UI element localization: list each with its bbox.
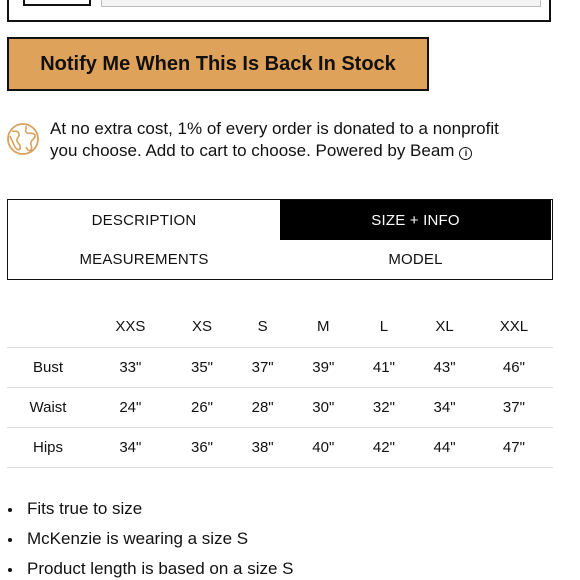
table-cell: 34" xyxy=(119,438,142,456)
info-icon[interactable]: i xyxy=(459,147,472,160)
quantity-field[interactable] xyxy=(23,0,91,6)
table-cell: 43" xyxy=(433,358,456,376)
table-cell: 34" xyxy=(433,398,456,416)
size-header-cell: XL xyxy=(435,317,454,335)
beam-line-2 xyxy=(50,140,550,162)
row-label: Waist xyxy=(29,398,67,416)
table-cell: 30" xyxy=(312,398,335,416)
size-header-corner xyxy=(7,306,89,347)
table-cell: 24" xyxy=(119,398,142,416)
product-tabs xyxy=(7,199,553,280)
table-cell: 46" xyxy=(502,358,525,376)
product-form-strip xyxy=(7,0,551,22)
beam-line-2-text: you choose. Add to cart to choose. Powered by Beam xyxy=(50,141,455,160)
size-header-cell: S xyxy=(257,317,268,335)
table-cell: 42" xyxy=(372,438,395,456)
tab-measurements[interactable]: MEASUREMENTS xyxy=(8,240,280,278)
globe-icon xyxy=(6,122,40,156)
table-row xyxy=(7,347,553,387)
size-header-cell: M xyxy=(317,317,330,335)
tab-description[interactable]: DESCRIPTION xyxy=(8,200,280,240)
table-cell: 37" xyxy=(502,398,525,416)
beam-donation-message xyxy=(50,118,550,162)
size-header-cell: L xyxy=(379,317,389,335)
table-row xyxy=(7,427,553,467)
table-cell: 44" xyxy=(433,438,456,456)
table-cell: 41" xyxy=(372,358,395,376)
row-label: Bust xyxy=(32,358,63,376)
size-header-cell: XXS xyxy=(115,317,146,335)
size-header-row xyxy=(7,306,553,347)
fit-info-list xyxy=(0,494,294,580)
table-cell: 39" xyxy=(312,358,335,376)
table-cell: 40" xyxy=(312,438,335,456)
row-label: Hips xyxy=(32,438,63,456)
table-cell: 47" xyxy=(502,438,525,456)
notify-back-in-stock-button[interactable]: Notify Me When This Is Back In Stock xyxy=(7,37,429,91)
list-item: Fits true to size xyxy=(0,494,294,524)
size-chart-table xyxy=(7,306,553,468)
table-cell: 28" xyxy=(251,398,274,416)
list-item: Product length is based on a size S xyxy=(0,554,294,580)
tab-model[interactable]: MODEL xyxy=(280,240,551,278)
table-cell: 32" xyxy=(372,398,395,416)
size-header-cell: XS xyxy=(191,317,212,335)
variant-select[interactable] xyxy=(101,0,541,7)
table-cell: 35" xyxy=(190,358,213,376)
table-row xyxy=(7,387,553,427)
table-cell: 33" xyxy=(119,358,142,376)
tab-size-info[interactable]: SIZE + INFO xyxy=(280,200,551,240)
beam-line-1: At no extra cost, 1% of every order is donated to a nonprofit xyxy=(50,119,499,138)
table-cell: 36" xyxy=(190,438,213,456)
size-header-cell: XXL xyxy=(499,317,529,335)
table-cell: 26" xyxy=(190,398,213,416)
list-item: McKenzie is wearing a size S xyxy=(0,524,294,554)
table-cell: 38" xyxy=(251,438,274,456)
table-cell: 37" xyxy=(251,358,274,376)
